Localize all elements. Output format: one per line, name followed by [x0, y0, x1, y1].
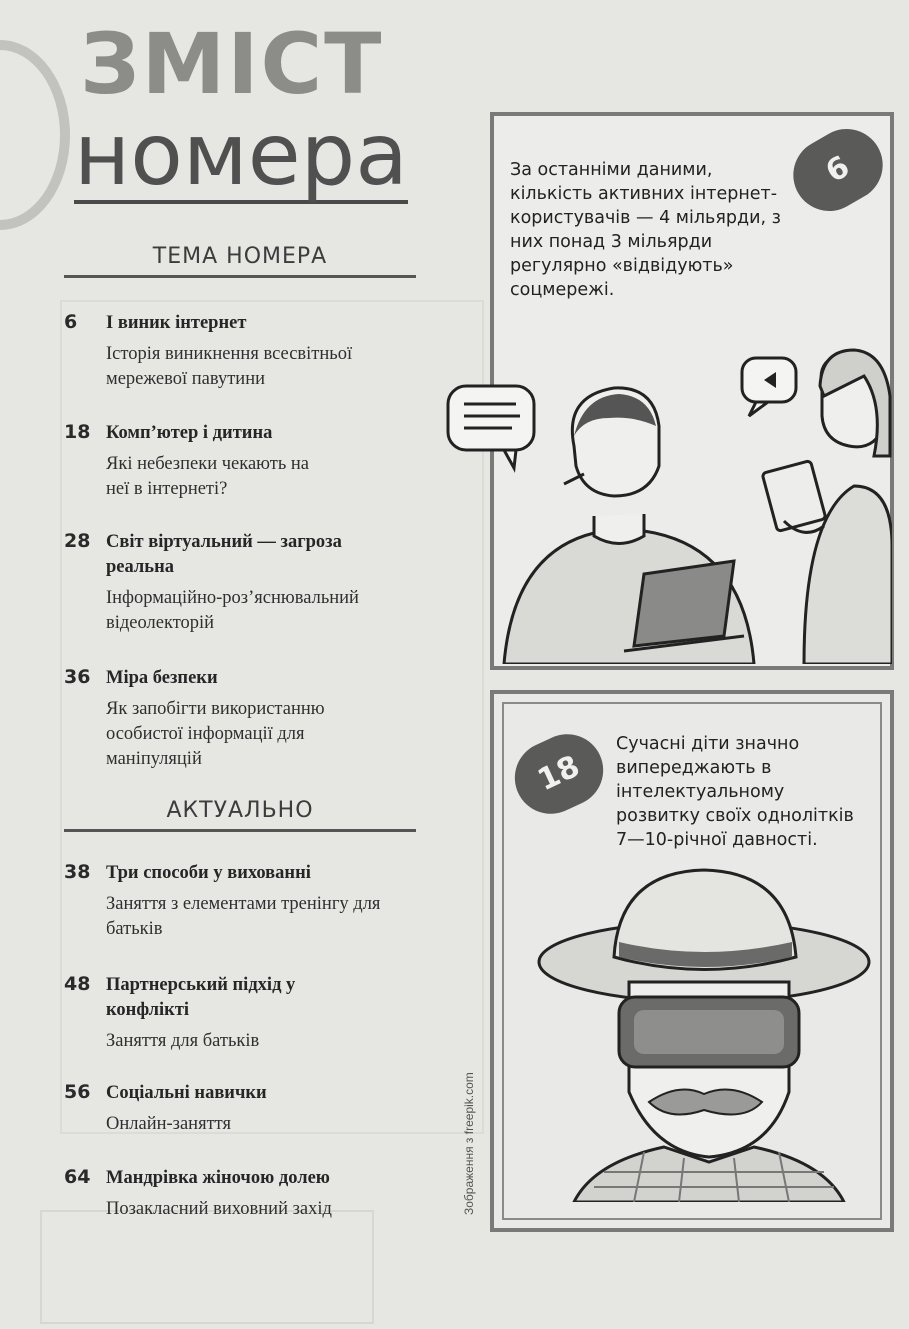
section-heading-theme: ТЕМА НОМЕРА: [64, 244, 416, 278]
illustration-panel-internet: [490, 112, 894, 670]
toc-item[interactable]: [64, 1081, 424, 1137]
toc-title: Міра безпеки: [106, 668, 218, 688]
page-title-line1: ЗМІСТ: [80, 15, 384, 113]
toc-subtitle: Заняття для батьків: [106, 1031, 260, 1051]
toc-subtitle: Інформаційно-роз’яснювальний відеолекторій: [106, 588, 359, 633]
toc-item[interactable]: [64, 861, 424, 942]
toc-item[interactable]: [64, 530, 424, 636]
page-badge: 6: [780, 116, 896, 224]
toc-item[interactable]: [64, 1166, 424, 1222]
toc-page-number: 48: [64, 973, 91, 995]
panel-caption: За останніми даними, кількість активних інтернет-користувачів — 4 мільярди, з них понад 3 мільярди регулярно «відвідують» соцмережі.: [510, 160, 781, 300]
toc-title: Світ віртуальний — загроза реальна: [106, 532, 342, 577]
toc-page-number: 56: [64, 1081, 91, 1103]
toc-page-number: 38: [64, 861, 91, 883]
toc-title: Соціальні навички: [106, 1083, 267, 1103]
people-with-gadgets-illustration: [444, 346, 892, 664]
toc-title: Мандрівка жіночою долею: [106, 1168, 330, 1188]
toc-subtitle: Як запобігти використанню особистої інформації для маніпуляцій: [106, 699, 325, 769]
decorative-circle: [0, 40, 70, 230]
toc-item[interactable]: [64, 666, 424, 772]
toc-item[interactable]: [64, 973, 424, 1054]
toc-item[interactable]: [64, 311, 424, 392]
toc-title: Комп’ютер і дитина: [106, 423, 273, 443]
panel-caption: Сучасні діти значно випереджають в інтелектуальному розвитку своїх однолітків 7—10-річної давності.: [616, 734, 854, 850]
vr-headset-icon: [619, 997, 799, 1067]
illustration-panel-vr: [490, 690, 894, 1232]
toc-subtitle: Які небезпеки чекають на неї в інтернеті?: [106, 454, 310, 499]
section-heading-actual: АКТУАЛЬНО: [64, 798, 416, 832]
toc-page-number: 36: [64, 666, 91, 688]
toc-item[interactable]: [64, 421, 424, 502]
speech-bubble-icon: [448, 386, 534, 468]
toc-subtitle: Онлайн-заняття: [106, 1114, 232, 1134]
toc-title: І виник інтернет: [106, 313, 247, 333]
toc-title: Три способи у вихованні: [106, 863, 311, 883]
man-with-vr-headset-illustration: [534, 862, 874, 1202]
image-credit: Зображення з freepik.com: [462, 1072, 476, 1215]
page-badge: 18: [503, 722, 615, 825]
toc-subtitle: Заняття з елементами тренінгу для батьків: [106, 894, 381, 939]
toc-subtitle: Історія виникнення всесвітньої мережевої павутини: [106, 344, 353, 389]
toc-page-number: 64: [64, 1166, 91, 1188]
toc-title: Партнерський підхід у конфлікті: [106, 975, 296, 1020]
toc-subtitle: Позакласний виховний захід: [106, 1199, 332, 1219]
toc-page-number: 18: [64, 421, 91, 443]
show-through-stamp: [40, 1210, 374, 1324]
page-title-line2: номера: [74, 105, 408, 205]
man-with-headset: [504, 388, 754, 664]
toc-page-number: 6: [64, 311, 78, 333]
chat-bubble-icon: [742, 358, 796, 416]
toc-page-number: 28: [64, 530, 91, 552]
